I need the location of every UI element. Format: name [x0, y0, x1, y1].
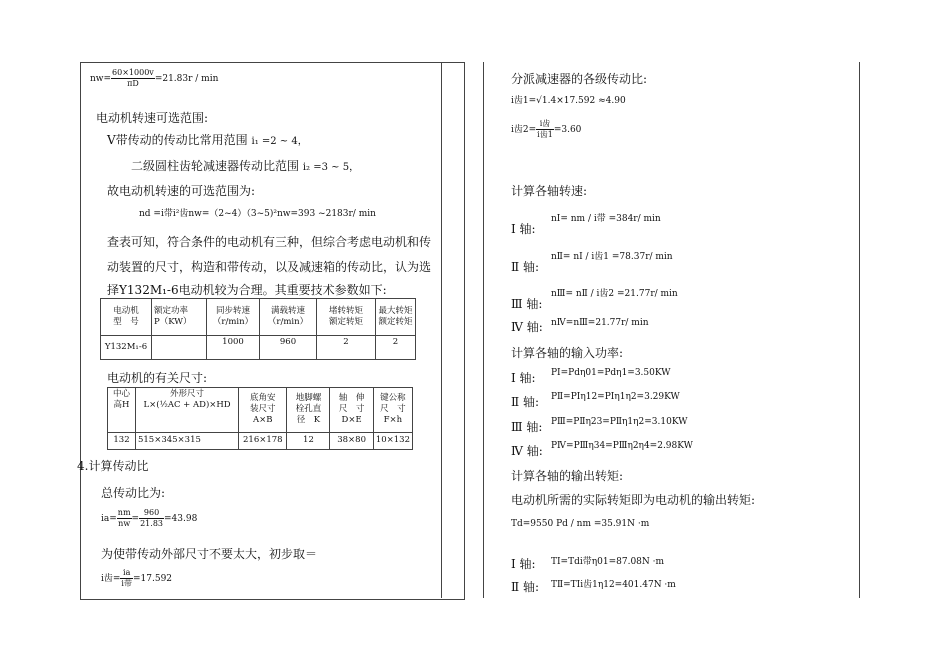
nw-numerator: 60×1000v — [112, 68, 154, 77]
table-header-row — [108, 388, 413, 433]
table-header-cell: 电动机 型 号 — [101, 299, 152, 336]
table-header-cell: 堵转转矩 额定转矩 — [317, 299, 376, 336]
i2-lhs: i齿2= — [511, 125, 537, 135]
i2-formula — [511, 119, 581, 140]
left-margin-line — [441, 62, 442, 598]
ia-den-2: 21.83 — [140, 519, 163, 528]
table-header-cell: 键公称 尺 寸 F×h — [373, 388, 412, 433]
table-cell: 38×80 — [330, 432, 373, 449]
nd-formula: nd =i带i²齿nw=（2~4）（3~5)²nw=393 ~2183r/ min — [139, 209, 376, 219]
ia-den-1: nw — [118, 519, 131, 528]
right-heading-power: 计算各轴的输入功率: — [511, 346, 624, 360]
td-formula: Td=9550 Pd / nm =35.91N ·m — [511, 519, 650, 529]
paragraph-speed-range: 电动机转速可选范围: — [96, 111, 209, 125]
igear-formula — [101, 568, 172, 589]
paragraph-dimensions: 电动机的有关尺寸: — [107, 371, 208, 385]
power3-label: Ⅲ 轴: — [511, 420, 543, 434]
paragraph-total-ratio: 总传动比为: — [101, 486, 166, 500]
power4-label: Ⅳ 轴: — [511, 444, 543, 458]
i1-formula: i齿1=√1.4×17.592 ≈4.90 — [511, 96, 626, 106]
right-heading-torque: 计算各轴的输出转矩: — [511, 469, 624, 483]
n2-formula: nⅡ= nⅠ / i齿1 =78.37r/ min — [551, 252, 673, 262]
table-header-cell: 同步转速 （r/min） — [207, 299, 260, 336]
table-cell: 1000 — [207, 336, 260, 360]
table-cell: 12 — [287, 432, 330, 449]
paragraph-selection-1: 查表可知，符合条件的电动机有三种，但综合考虑电动机和传 — [107, 235, 432, 249]
i2-rhs: =3.60 — [553, 125, 582, 135]
t2-formula: TⅡ=TⅠi齿1η12=401.47N ·m — [551, 580, 676, 590]
t1-formula: TⅠ=Tdi带η01=87.08N ·m — [551, 557, 665, 567]
ia-formula — [101, 508, 197, 529]
igear-num: ia — [120, 568, 133, 579]
table-cell: 10×132 — [373, 432, 412, 449]
paragraph-gear-range — [131, 157, 359, 174]
n3-formula: nⅢ= nⅡ / i齿2 =21.77r/ min — [551, 289, 678, 299]
table-cell: 2 — [376, 336, 416, 360]
ia-lhs: ia= — [101, 514, 117, 524]
p2-formula: PⅡ=PⅠη12=PⅠη1η2=3.29KW — [551, 392, 680, 402]
table-header-cell: 中心 高H — [108, 388, 136, 433]
belt-range-label: V带传动的传动比常用范围 — [107, 133, 248, 147]
i2-fraction — [536, 119, 554, 140]
p1-formula: PⅠ=Pdη01=Pdη1=3.50KW — [551, 368, 671, 378]
table-row — [108, 432, 413, 449]
gear-range-value: i₂ =3 ~ 5， — [302, 162, 360, 173]
ia-fraction-2 — [139, 508, 164, 529]
i2-den: i齿1 — [537, 130, 553, 139]
paragraph-selection-3: 择Y132M₁-6电动机较为合理。其重要技术参数如下: — [107, 283, 387, 297]
table-cell: 960 — [260, 336, 317, 360]
right-heading-speeds: 计算各轴转速: — [511, 184, 588, 198]
nw-rhs: =21.83r / min — [154, 74, 219, 84]
torque1-label: Ⅰ 轴: — [511, 557, 536, 571]
ia-num-2: 960 — [139, 508, 164, 519]
motor-dimensions-table — [107, 387, 413, 450]
p3-formula: PⅢ=PⅡη23=PⅡη1η2=3.10KW — [551, 417, 688, 427]
table-cell: Y132M₁-6 — [101, 336, 152, 360]
nw-lhs: nw= — [90, 74, 112, 84]
paragraph-belt-choice: 为使带传动外部尺寸不要太大，初步取＝ — [101, 547, 318, 561]
n1-formula: nⅠ= nm / i带 =384r/ min — [551, 214, 661, 224]
table-cell: 515×345×315 — [135, 432, 238, 449]
table-cell: 2 — [317, 336, 376, 360]
table-header-cell: 满载转速 （r/min） — [260, 299, 317, 336]
table-cell — [152, 336, 207, 360]
nw-fraction — [111, 68, 155, 89]
belt-range-value: i₁ =2 ~ 4， — [251, 136, 308, 147]
shaft2-label: Ⅱ 轴: — [511, 260, 540, 274]
ia-equals: = — [131, 514, 140, 524]
shaft1-label: Ⅰ 轴: — [511, 222, 536, 236]
table-cell: 132 — [108, 432, 136, 449]
i2-num: i齿 — [536, 119, 554, 130]
nw-formula — [90, 68, 218, 89]
shaft4-label: Ⅳ 轴: — [511, 320, 543, 334]
paragraph-belt-range — [107, 131, 308, 148]
paragraph-motor-range: 故电动机转速的可选范围为: — [107, 184, 256, 198]
table-header-cell: 地脚螺 栓孔直 径 K — [287, 388, 330, 433]
table-header-cell: 外形尺寸 L×(½AC + AD)×HD — [135, 388, 238, 433]
igear-den: i带 — [121, 579, 132, 588]
igear-rhs: =17.592 — [132, 574, 173, 584]
right-paragraph-torque: 电动机所需的实际转矩即为电动机的输出转矩: — [511, 493, 756, 507]
ia-rhs: =43.98 — [164, 514, 198, 524]
motor-params-table — [100, 298, 416, 360]
nw-denominator: πD — [127, 79, 139, 88]
gear-range-label: 二级圆柱齿轮减速器传动比范围 — [131, 159, 300, 173]
table-header-cell: 底角安 装尺寸 A×B — [239, 388, 287, 433]
table-row — [101, 336, 416, 360]
table-header-cell: 额定功率 P（KW） — [152, 299, 207, 336]
table-header-cell: 轴 伸 尺 寸 D×E — [330, 388, 373, 433]
right-heading-distribute: 分派减速器的各级传动比: — [511, 72, 648, 86]
paragraph-selection-2: 动装置的尺寸，构造和带传动，以及减速箱的传动比，认为选 — [107, 260, 432, 274]
n4-formula: nⅣ=nⅢ=21.77r/ min — [551, 318, 649, 328]
table-cell: 216×178 — [239, 432, 287, 449]
power1-label: Ⅰ 轴: — [511, 371, 536, 385]
table-header-row — [101, 299, 416, 336]
table-header-cell: 最大转矩 额定转矩 — [376, 299, 416, 336]
section-heading-4: 4.计算传动比 — [77, 459, 149, 473]
ia-fraction-1 — [117, 508, 132, 529]
ia-num-1: nm — [117, 508, 131, 517]
torque2-label: Ⅱ 轴: — [511, 580, 540, 594]
p4-formula: PⅣ=PⅢη34=PⅢη2η4=2.98KW — [551, 441, 693, 451]
igear-lhs: i齿= — [101, 574, 121, 584]
shaft3-label: Ⅲ 轴: — [511, 297, 543, 311]
power2-label: Ⅱ 轴: — [511, 395, 540, 409]
igear-fraction — [120, 568, 133, 589]
